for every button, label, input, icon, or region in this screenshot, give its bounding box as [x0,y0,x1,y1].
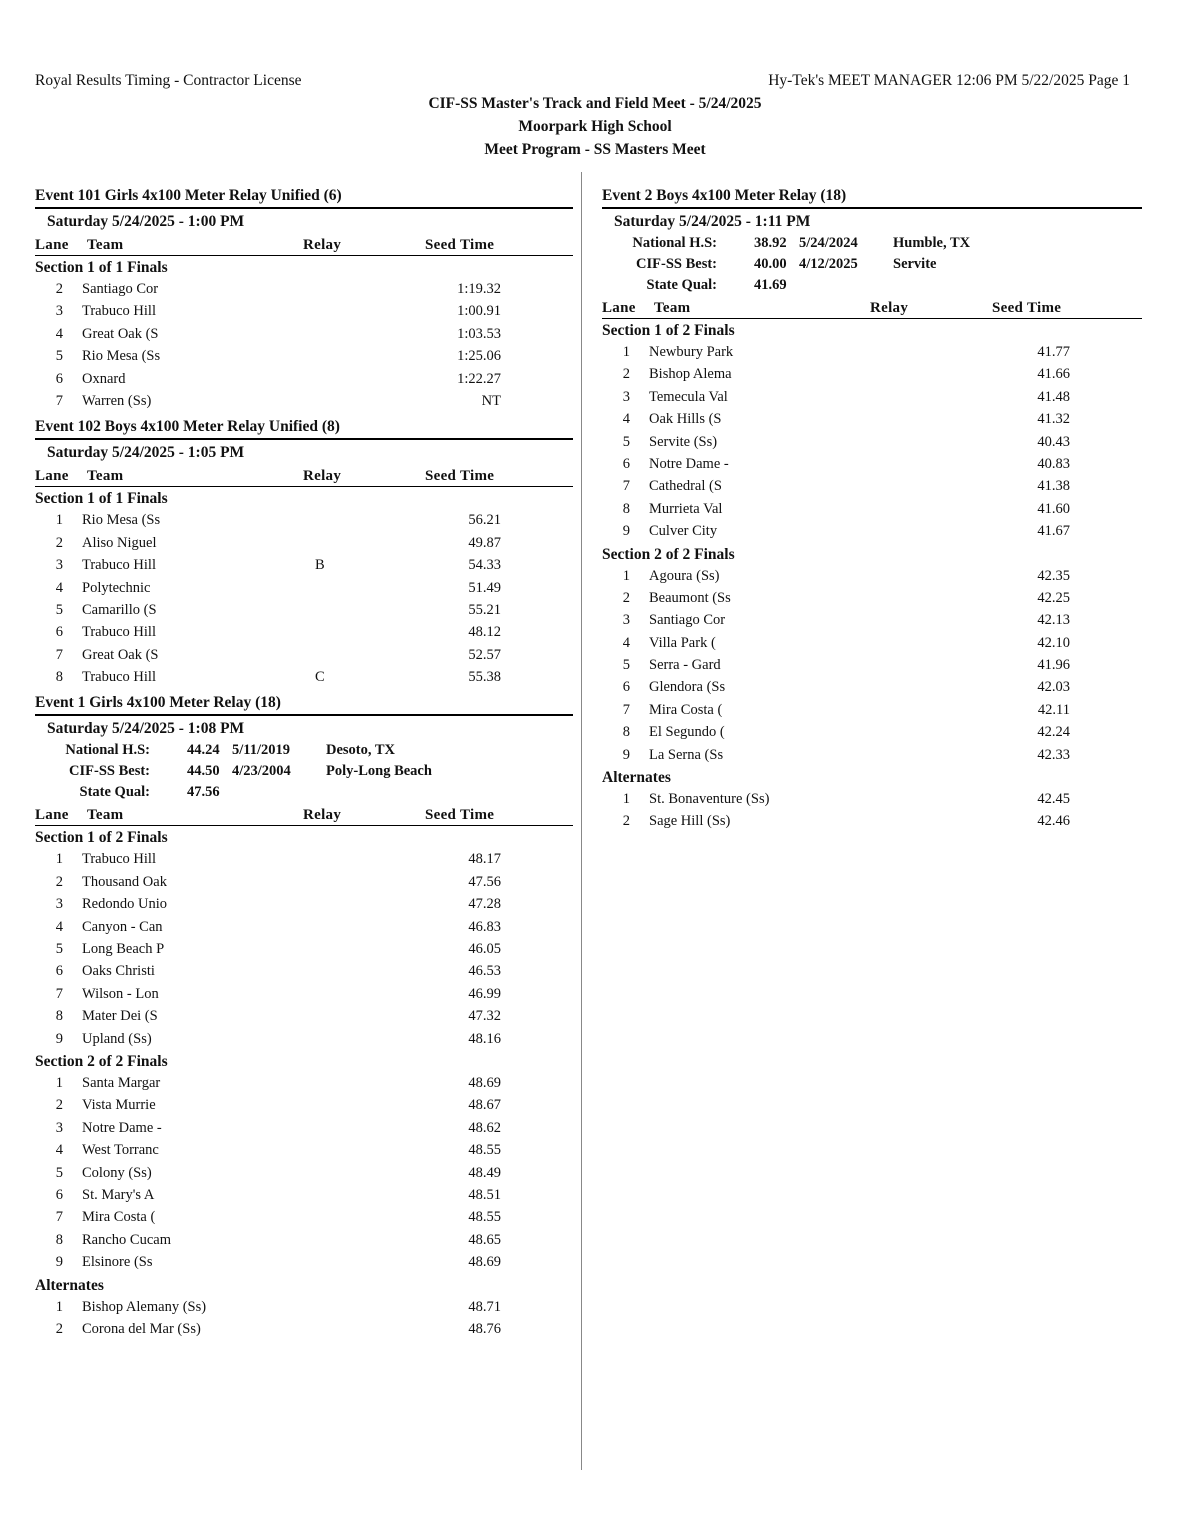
team-cell: Servite (Ss) [649,433,718,450]
record-date: 4/23/2004 [232,763,291,780]
seed-time-cell: 51.49 [468,579,501,596]
table-row [35,644,573,666]
table-row [35,323,573,345]
table-row [35,916,573,938]
section-title: Alternates [35,1276,104,1294]
table-row [602,654,1142,676]
seed-time-cell: 48.55 [468,1209,501,1226]
team-cell: Rancho Cucam [82,1231,171,1248]
seed-time-cell: 48.51 [468,1186,501,1203]
seed-time-cell: 42.35 [1037,567,1070,584]
seed-time-header: Seed Time [992,300,1062,316]
team-cell: Agoura (Ss) [649,567,720,584]
lane-cell: 3 [55,303,63,320]
seed-time-cell: 48.69 [468,1254,501,1271]
seed-time-cell: 48.71 [468,1298,501,1315]
lane-cell: 4 [55,325,63,342]
team-cell: Redondo Unio [82,896,167,913]
column-header [35,233,573,255]
table-row [35,599,573,621]
seed-time-cell: 56.21 [468,512,501,529]
team-cell: Notre Dame - [649,455,729,472]
seed-time-cell: 48.62 [468,1119,501,1136]
right-column [602,185,1142,837]
team-cell: Santiago Cor [649,612,726,629]
team-cell: Notre Dame - [82,1119,162,1136]
team-cell: Sage Hill (Ss) [649,813,731,830]
lane-cell: 5 [622,657,630,674]
lane-cell: 5 [55,348,63,365]
lane-cell: 7 [55,1209,63,1226]
team-cell: Great Oak (S [82,325,159,342]
lane-cell: 8 [622,724,630,741]
lane-cell: 3 [55,896,63,913]
team-cell: Mira Costa ( [649,701,723,718]
seed-time-cell: 42.45 [1037,791,1070,808]
section-title: Section 1 of 1 Finals [35,490,168,508]
section-title: Section 1 of 1 Finals [35,259,168,276]
lane-cell: 6 [622,679,630,696]
lane-cell: 7 [55,985,63,1002]
seed-time-cell: 1:25.06 [457,348,501,365]
team-header: Team [87,807,124,824]
table-row [602,386,1142,408]
team-cell: Long Beach P [82,941,165,958]
lane-cell: 6 [622,455,630,472]
lane-cell: 2 [622,366,630,383]
column-header [602,296,1142,318]
table-row [35,1028,573,1050]
team-cell: Bishop Alema [649,366,732,383]
header-meet-manager-info: Hy-Tek's MEET MANAGER 12:06 PM 5/22/2025 Page 1 [768,72,1130,89]
team-cell: Warren (Ss) [82,392,152,409]
team-cell: Mira Costa ( [82,1209,156,1226]
team-cell: Corona del Mar (Ss) [82,1320,201,1337]
team-cell: Wilson - Lon [82,985,159,1002]
seed-time-cell: 48.55 [468,1142,501,1159]
record-mark: 44.50 [187,763,220,780]
seed-time-cell: 48.12 [468,624,501,641]
seed-time-cell: 41.66 [1037,366,1070,383]
table-row [35,1318,573,1340]
lane-cell: 2 [55,1320,63,1337]
lane-cell: 4 [622,634,630,651]
team-cell: Elsinore (Ss [82,1254,153,1271]
relay-header: Relay [303,468,342,485]
team-cell: Santa Margar [82,1074,161,1091]
team-cell: Santiago Cor [82,281,159,297]
lane-cell: 4 [55,579,63,596]
team-cell: St. Bonaventure (Ss) [649,791,770,808]
lane-cell: 9 [622,523,630,540]
seed-time-cell: 42.13 [1037,612,1070,629]
lane-cell: 7 [622,478,630,495]
table-row [35,300,573,322]
lane-cell: 5 [622,433,630,450]
table-row [35,666,573,688]
lane-cell: 4 [622,411,630,428]
team-cell: Beaumont (Ss [649,589,731,606]
meet-title: CIF-SS Master's Track and Field Meet - 5/24/2025 [428,95,762,112]
lane-cell: 8 [622,500,630,517]
lane-cell: 6 [55,963,63,980]
table-row [602,520,1142,542]
record-location: Servite [893,256,937,272]
seed-time-cell: 46.83 [468,918,501,935]
lane-cell: 8 [55,669,63,686]
seed-time-cell: 55.21 [468,601,501,618]
team-cell: Great Oak (S [82,646,159,663]
meet-venue: Moorpark High School [518,118,672,135]
event-title: Event 101 Girls 4x100 Meter Relay Unified (6) [35,187,342,204]
lane-cell: 5 [55,941,63,958]
section-title: Section 1 of 2 Finals [602,322,735,339]
lane-cell: 6 [55,1186,63,1203]
lane-cell: 3 [55,557,63,574]
table-row [602,431,1142,453]
table-row [35,554,573,576]
lane-cell: 1 [622,791,630,808]
seed-time-cell: 42.24 [1037,724,1070,741]
team-cell: Upland (Ss) [82,1030,152,1047]
lane-cell: 5 [55,601,63,618]
team-cell: Oaks Christi [82,963,155,980]
table-row [35,938,573,960]
table-row [602,363,1142,385]
event-date: Saturday 5/24/2025 - 1:00 PM [47,213,245,230]
lane-cell: 6 [55,370,63,387]
record-location: Poly-Long Beach [326,763,432,780]
seed-time-cell: 46.53 [468,963,501,980]
record-mark: 40.00 [754,256,787,272]
table-row [602,408,1142,430]
seed-time-header: Seed Time [425,468,495,485]
seed-time-cell: 40.43 [1037,433,1070,450]
team-header: Team [654,300,691,316]
record-label: National H.S: [632,235,717,251]
record-label: State Qual: [79,784,150,801]
lane-cell: 3 [55,1119,63,1136]
record-label: CIF-SS Best: [636,256,717,272]
table-row [35,983,573,1005]
table-row [602,721,1142,743]
table-row [35,577,573,599]
team-cell: Glendora (Ss [649,679,726,696]
event-block [35,416,573,688]
lane-cell: 6 [55,624,63,641]
team-cell: El Segundo ( [649,724,725,741]
seed-time-cell: NT [481,392,501,409]
relay-cell: B [315,557,325,574]
lane-cell: 1 [55,851,63,868]
record-row [602,233,1142,254]
team-cell: Rio Mesa (Ss [82,512,161,529]
table-row [35,960,573,982]
seed-time-cell: 42.25 [1037,589,1070,606]
table-row [35,893,573,915]
team-cell: Canyon - Can [82,918,163,935]
seed-time-cell: 48.17 [468,851,501,868]
seed-time-cell: 47.56 [468,873,501,890]
column-header [35,464,573,486]
team-cell: Colony (Ss) [82,1164,152,1181]
lane-cell: 2 [55,1097,63,1114]
record-row [602,275,1142,296]
team-cell: Newbury Park [649,344,734,360]
seed-time-cell: 47.32 [468,1008,501,1025]
team-cell: Temecula Val [649,388,728,405]
event-date: Saturday 5/24/2025 - 1:08 PM [47,720,245,738]
team-cell: Vista Murrie [82,1097,156,1114]
section-title: Section 1 of 2 Finals [35,829,168,847]
table-row [35,1072,573,1094]
team-cell: Thousand Oak [82,873,167,890]
lane-cell: 8 [55,1231,63,1248]
table-row [602,475,1142,497]
seed-time-cell: 1:22.27 [457,370,501,387]
lane-cell: 3 [622,388,630,405]
team-cell: Polytechnic [82,579,151,596]
team-cell: Oak Hills (S [649,411,722,428]
team-cell: Camarillo (S [82,601,157,618]
team-cell: Trabuco Hill [82,557,156,574]
record-label: State Qual: [646,277,717,293]
table-row [35,848,573,870]
lane-cell: 1 [622,344,630,360]
seed-time-cell: 49.87 [468,534,501,551]
record-label: CIF-SS Best: [69,763,150,780]
relay-cell: C [315,669,325,686]
lane-cell: 5 [55,1164,63,1181]
table-row [35,1094,573,1116]
meet-program: Meet Program - SS Masters Meet [484,141,706,158]
record-location: Desoto, TX [326,742,396,759]
table-row [35,1251,573,1273]
table-row [35,1117,573,1139]
lane-cell: 1 [55,1074,63,1091]
team-header: Team [87,237,124,253]
column-header [35,803,573,825]
event-block [602,185,1142,833]
lane-cell: 2 [55,534,63,551]
record-row [35,782,573,803]
table-row [35,390,573,412]
seed-time-cell: 41.60 [1037,500,1070,517]
seed-time-cell: 48.69 [468,1074,501,1091]
lane-cell: 4 [55,1142,63,1159]
team-cell: Villa Park ( [649,634,716,651]
event-title: Event 2 Boys 4x100 Meter Relay (18) [602,187,847,204]
lane-cell: 7 [55,392,63,409]
table-row [35,532,573,554]
table-row [35,1206,573,1228]
table-row [602,609,1142,631]
table-row [602,341,1142,363]
seed-time-cell: 1:19.32 [457,281,501,297]
seed-time-cell: 42.33 [1037,746,1070,763]
seed-time-cell: 42.11 [1037,701,1070,718]
record-date: 5/11/2019 [232,742,291,759]
lane-cell: 2 [55,281,63,297]
table-row [35,278,573,300]
relay-header: Relay [870,300,909,316]
record-mark: 47.56 [187,784,220,801]
table-row [35,368,573,390]
record-date: 5/24/2024 [799,235,858,251]
table-row [602,565,1142,587]
table-row [35,1162,573,1184]
header-license: Royal Results Timing - Contractor License [35,72,302,89]
seed-time-cell: 1:00.91 [457,303,501,320]
seed-time-cell: 41.96 [1037,657,1070,674]
table-row [35,1229,573,1251]
team-cell: Serra - Gard [649,657,721,674]
table-row [602,632,1142,654]
lane-cell: 8 [55,1008,63,1025]
seed-time-cell: 48.16 [468,1030,501,1047]
seed-time-cell: 48.67 [468,1097,501,1114]
team-cell: Mater Dei (S [82,1008,158,1025]
event-date: Saturday 5/24/2025 - 1:11 PM [614,213,811,230]
seed-time-cell: 47.28 [468,896,501,913]
event-title: Event 1 Girls 4x100 Meter Relay (18) [35,694,281,712]
seed-time-cell: 46.05 [468,941,501,958]
seed-time-cell: 41.48 [1037,388,1070,405]
lane-cell: 4 [55,918,63,935]
lane-cell: 7 [55,646,63,663]
record-label: National H.S: [65,742,150,759]
table-row [35,345,573,367]
table-row [35,871,573,893]
event-date: Saturday 5/24/2025 - 1:05 PM [47,444,245,462]
seed-time-cell: 55.38 [468,669,501,686]
event-block [35,692,573,1340]
record-mark: 38.92 [754,235,787,251]
lane-header: Lane [35,468,69,485]
record-row [35,740,573,761]
relay-header: Relay [303,807,342,824]
seed-time-cell: 54.33 [468,557,501,574]
seed-time-cell: 1:03.53 [457,325,501,342]
seed-time-header: Seed Time [425,807,495,824]
team-cell: Trabuco Hill [82,669,156,686]
seed-time-cell: 46.99 [468,985,501,1002]
table-row [602,744,1142,766]
lane-cell: 9 [55,1030,63,1047]
team-cell: West Torranc [82,1142,159,1159]
team-cell: Trabuco Hill [82,303,156,320]
team-cell: Aliso Niguel [82,534,157,551]
lane-cell: 1 [622,567,630,584]
lane-cell: 7 [622,701,630,718]
seed-time-cell: 48.49 [468,1164,501,1181]
team-cell: Culver City [649,523,718,540]
seed-time-cell: 42.03 [1037,679,1070,696]
lane-cell: 3 [622,612,630,629]
team-cell: Cathedral (S [649,478,722,495]
section-title: Alternates [602,769,671,787]
table-row [35,1139,573,1161]
table-row [602,699,1142,721]
seed-time-cell: 42.46 [1037,813,1070,830]
record-mark: 44.24 [187,742,220,759]
team-cell: Bishop Alemany (Ss) [82,1298,207,1315]
seed-time-header: Seed Time [425,237,495,253]
seed-time-cell: 48.76 [468,1320,501,1337]
seed-time-cell: 41.38 [1037,478,1070,495]
seed-time-cell: 52.57 [468,646,501,663]
lane-cell: 1 [55,1298,63,1315]
table-row [35,1296,573,1318]
table-row [602,810,1142,832]
team-cell: Murrieta Val [649,500,723,517]
relay-header: Relay [303,237,342,253]
table-row [35,509,573,531]
table-row [602,676,1142,698]
seed-time-cell: 48.65 [468,1231,501,1248]
left-column [35,185,573,1344]
lane-cell: 2 [622,589,630,606]
seed-time-cell: 41.77 [1037,344,1070,360]
lane-cell: 9 [55,1254,63,1271]
table-row [602,498,1142,520]
seed-time-cell: 41.32 [1037,411,1070,428]
record-location: Humble, TX [893,235,971,251]
table-row [35,1005,573,1027]
seed-time-cell: 41.67 [1037,523,1070,540]
event-title: Event 102 Boys 4x100 Meter Relay Unified (8) [35,418,340,436]
section-title: Section 2 of 2 Finals [602,545,735,563]
lane-cell: 2 [55,873,63,890]
team-cell: Rio Mesa (Ss [82,348,161,365]
record-row [35,761,573,782]
lane-header: Lane [35,237,69,253]
team-cell: Oxnard [82,370,126,387]
record-date: 4/12/2025 [799,256,858,272]
column-divider [581,172,582,1470]
lane-cell: 9 [622,746,630,763]
seed-time-cell: 40.83 [1037,455,1070,472]
seed-time-cell: 42.10 [1037,634,1070,651]
team-cell: La Serna (Ss [649,746,724,763]
table-row [35,1184,573,1206]
lane-cell: 2 [622,813,630,830]
team-header: Team [87,468,124,485]
section-title: Section 2 of 2 Finals [35,1052,168,1070]
record-mark: 41.69 [754,277,787,293]
team-cell: Trabuco Hill [82,624,156,641]
lane-header: Lane [602,300,636,316]
table-row [602,587,1142,609]
record-row [602,254,1142,275]
table-row [602,453,1142,475]
table-row [602,788,1142,810]
lane-header: Lane [35,807,69,824]
table-row [35,621,573,643]
team-cell: Trabuco Hill [82,851,156,868]
event-block [35,185,573,412]
team-cell: St. Mary's A [82,1186,155,1203]
lane-cell: 1 [55,512,63,529]
